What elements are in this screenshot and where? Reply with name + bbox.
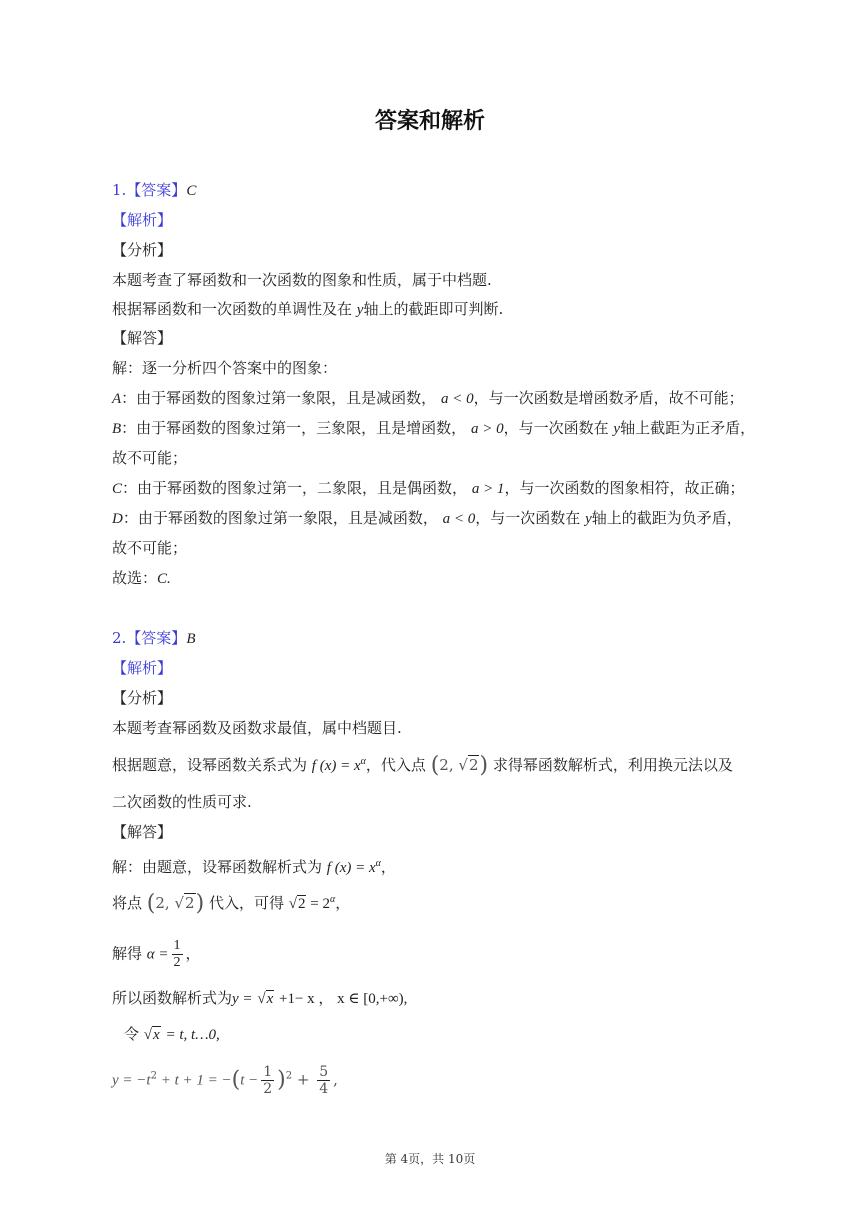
q2-sol-6-frac-den: 2: [263, 1081, 273, 1097]
q2-sol-1-f: f (x) = x: [326, 860, 376, 876]
q1-choose-text: 故选：: [112, 569, 158, 587]
q2-sol-2-point-x: 2,: [155, 894, 170, 912]
q2-sol-3-num: 1: [173, 938, 181, 953]
q2-sol-2a: 将点: [112, 894, 143, 912]
q2-answer-line: [112, 628, 195, 649]
q1-b-text2: ，与一次函数在: [503, 419, 609, 437]
q2-sol-6-frac2-num: 5: [319, 1064, 329, 1080]
q2-sol-2-eq: $√2 = 2^\alpha$: [288, 894, 336, 912]
q1-analysis-2a: 根据幂函数和一次函数的单调性及在: [112, 300, 353, 318]
q2-sol-1: [112, 854, 396, 878]
q2-analysis-1: 本题考查幂函数及函数求最值，属中档题目.: [112, 719, 402, 737]
q1-analysis-2: [112, 299, 503, 320]
q2-sol-6-frac: [261, 1064, 274, 1097]
q2-sol-3-den: 2: [173, 955, 181, 970]
q1-c-text1: ：由于幂函数的图象过第一，二象限，且是偶函数，: [122, 479, 468, 497]
q1-option-a: [112, 388, 744, 409]
q2-sol-4: 所以函数解析式为y = √x +1− x ， x ∈ [0,+∞),: [112, 989, 408, 1007]
q2-sol-3-frac: [172, 938, 183, 971]
q2-sol-6-frac2-den: 4: [319, 1081, 329, 1097]
q1-option-d-cont: 故不可能；: [112, 539, 188, 557]
q1-d-math: a < 0: [442, 511, 476, 527]
q2-analysis-2b: ，代入点: [365, 756, 426, 774]
q2-sol-3b: ，: [185, 944, 201, 963]
q2-sol-3: [112, 938, 201, 971]
q1-sol-intro: 解：逐一分析四个答案中的图象：: [112, 359, 338, 377]
q2-sol-1a: 解：由题意，设幂函数解析式为: [112, 858, 323, 876]
q1-d-text1: ：由于幂函数的图象过第一象限，且是减函数，: [122, 509, 438, 527]
q2-sol-4-sqrt-x: x: [266, 991, 274, 1007]
q2-sol-6-frac2: [317, 1064, 330, 1097]
q1-choose: [112, 568, 171, 589]
q1-b-math: a > 0: [470, 421, 504, 437]
q2-sol-2: [112, 890, 350, 914]
q1-d-text2: ，与一次函数在: [475, 509, 581, 527]
q2-sol-6c: +: [292, 1070, 315, 1089]
q2-analysis-2-f: f (x) = x: [311, 758, 361, 774]
q1-option-c: [112, 478, 744, 499]
q1-analysis-1: 本题考查了幂函数和一次函数的图象和性质，属于中档题.: [112, 271, 492, 289]
q1-header: 1.【答案】: [112, 181, 187, 199]
q2-sol-5a: 令: [124, 1025, 140, 1043]
q2-sol-5: 令 √x = t, t…0,: [124, 1025, 220, 1043]
q1-b-text1: ：由于幂函数的图象过第一，三象限，且是增函数，: [121, 419, 467, 437]
q1-option-b-cont: 故不可能；: [112, 449, 188, 467]
q2-sol-4a: 所以函数解析式为: [112, 989, 233, 1007]
q2-sol-2-eq-text: = 2: [310, 896, 330, 912]
q1-answer-line: [112, 180, 196, 201]
q2-sol-1b: ，: [380, 858, 396, 876]
q1-d-label: D: [112, 511, 123, 527]
q2-sol-2c: ，: [335, 894, 351, 912]
q1-analysis-2c: 轴上的截距即可判断.: [363, 300, 504, 318]
q2-sol-6a: y = −t: [112, 1072, 151, 1089]
q2-point-sqrt: 2: [468, 756, 479, 774]
q1-fenxi: 【分析】: [112, 241, 173, 259]
q2-sol-6-frac-num: 1: [263, 1064, 273, 1080]
q1-a-label: A: [112, 391, 122, 407]
q1-jieda: 【解答】: [112, 329, 173, 347]
q2-sol-2-point-sqrt: 2: [185, 894, 195, 912]
q2-analysis-2-alpha: α: [360, 756, 366, 767]
q1-jiexi: 【解析】: [112, 211, 173, 229]
q2-sol-6-lparen: (: [231, 1067, 241, 1093]
q1-a-text2: ，与一次函数是增函数矛盾，故不可能；: [473, 389, 744, 407]
q1-c-text2: ，与一次函数的图象相符，故正确；: [504, 479, 745, 497]
q2-sol-3-alpha: α =: [146, 946, 169, 963]
q1-b-label: B: [112, 421, 122, 437]
q1-d-y: y: [585, 511, 592, 527]
q1-option-b: [112, 418, 755, 439]
q2-sol-6-rparen: ): [277, 1067, 286, 1093]
q1-b-y: y: [613, 421, 621, 437]
q2-analysis-2c: 求得幂函数解析式，利用换元法以及: [492, 756, 733, 774]
q2-sol-2b: 代入，可得: [208, 894, 284, 912]
q2-sol-5-sqrt-x: x: [153, 1027, 160, 1043]
q2-sol-4-rest: +1− x ， x ∈ [0,+∞),: [279, 991, 408, 1007]
q1-c-math: a > 1: [471, 481, 505, 497]
q2-jiexi: 【解析】: [112, 659, 173, 677]
q2-analysis-3: 二次函数的性质可求.: [112, 793, 252, 811]
q1-option-d: [112, 508, 742, 529]
q1-b-text3: 轴上截距为正矛盾，: [620, 419, 756, 437]
q2-sol-2-alpha: α: [329, 894, 336, 905]
q1-a-text1: ：由于幂函数的图象过第一象限，且是减函数，: [121, 389, 437, 407]
q2-point-expr: (2, √2): [430, 753, 489, 778]
q2-analysis-2a: 根据题意，设幂函数关系式为: [112, 756, 308, 774]
q1-analysis-2-y: y: [356, 302, 364, 318]
q2-sol-6b: + t + 1 = −: [156, 1072, 232, 1089]
q2-answer: B: [186, 631, 196, 647]
page-footer: 第 4页，共 10页: [384, 1152, 476, 1166]
page-title: 答案和解析: [374, 109, 485, 134]
q2-point-x: 2,: [439, 756, 454, 774]
q2-sol-6d: ,: [333, 1070, 338, 1089]
q2-sol-4-y: y =: [232, 991, 253, 1007]
q2-sol-2-point: (2, √2): [146, 891, 205, 916]
q2-sol-5b: = t, t…0,: [165, 1027, 220, 1043]
q2-jieda: 【解答】: [112, 823, 173, 841]
q2-sol-2-sqrt: 2: [297, 896, 306, 912]
q1-a-math: a < 0: [440, 391, 474, 407]
q2-sol-1-alpha: α: [375, 858, 381, 869]
q2-sol-6: [112, 1064, 338, 1097]
q1-d-text3: 轴上的截距为负矛盾，: [591, 509, 742, 527]
q1-answer: C: [186, 183, 197, 199]
q2-analysis-2: [112, 752, 733, 776]
q2-header: 2.【答案】: [112, 629, 187, 647]
q2-sol-6-t: t −: [240, 1072, 259, 1089]
q1-c-label: C: [112, 481, 123, 497]
q1-choose-answer: C.: [157, 571, 171, 587]
q2-sol-3a: 解得: [112, 944, 143, 963]
q2-fenxi: 【分析】: [112, 689, 173, 707]
q2-sol-6-sup2: 2: [285, 1070, 293, 1082]
q2-sol-6-sup: 2: [150, 1070, 157, 1082]
